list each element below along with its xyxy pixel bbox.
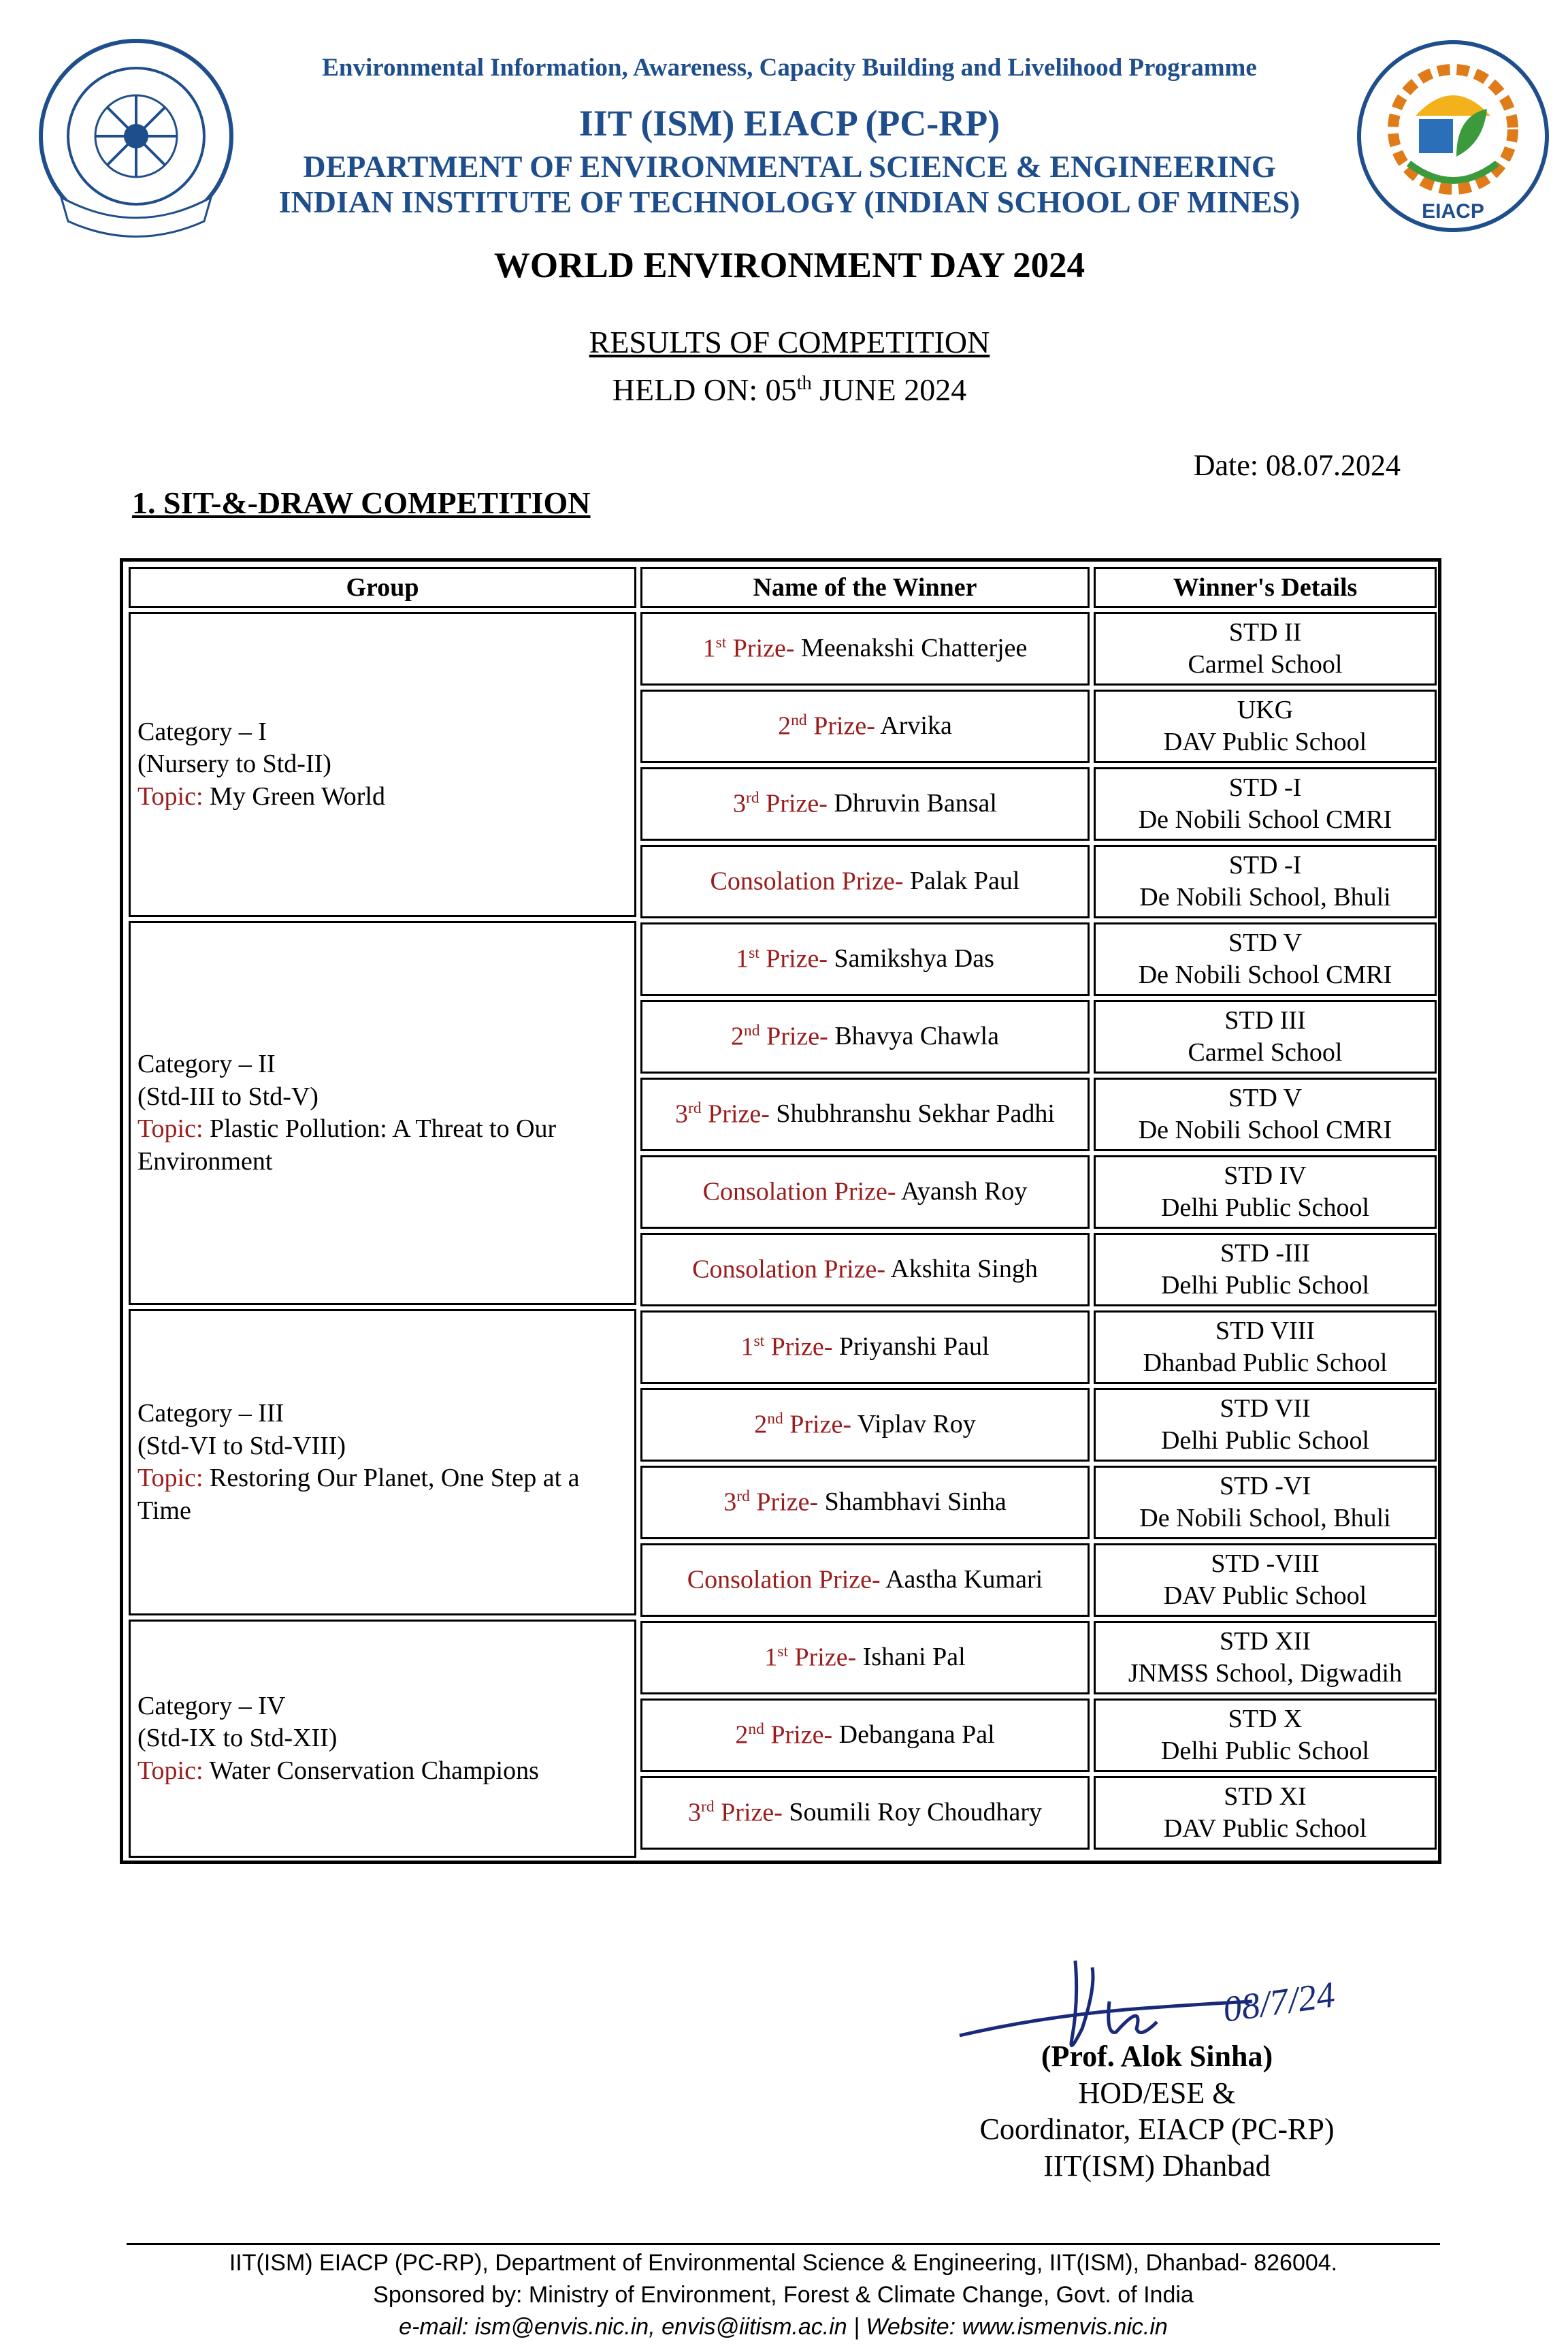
winner-name: Ishani Pal (856, 1643, 966, 1672)
footer-sponsor: Sponsored by: Ministry of Environment, Forest & Climate Change, Govt. of India (373, 2282, 1194, 2308)
winner-details-cell (1094, 1310, 1437, 1384)
prize-label: 2nd Prize- (735, 1720, 833, 1750)
winner-name: Palak Paul (903, 867, 1020, 896)
prize-label: 2nd Prize- (778, 711, 875, 741)
winner-school: Delhi Public School (1160, 1193, 1370, 1222)
winner-cell (640, 1776, 1090, 1850)
winner-name: Samikshya Das (828, 944, 994, 973)
winner-std: STD V (1228, 928, 1303, 957)
prize-label: 1st Prize- (764, 1642, 857, 1672)
winner-cell (640, 845, 1090, 918)
winner-cell (640, 690, 1090, 763)
winner-details-cell (1094, 1233, 1437, 1306)
institute-title: INDIAN INSTITUTE OF TECHNOLOGY (INDIAN SCHOOL OF MINES) (278, 184, 1301, 219)
header-group: Group (129, 567, 636, 608)
winner-school: DAV Public School (1163, 1581, 1367, 1610)
group-topic: Topic: Plastic Pollution: A Threat to Our Environment (137, 1114, 557, 1176)
group-category: Category – III (137, 1399, 284, 1428)
winner-std: STD III (1224, 1005, 1306, 1035)
prize-label: 1st Prize- (736, 944, 828, 973)
prize-label: 3rd Prize- (733, 788, 828, 818)
department-title: DEPARTMENT OF ENVIRONMENTAL SCIENCE & ENGINEERING (303, 149, 1276, 184)
eiacp-logo (1354, 34, 1552, 238)
winner-std: STD VII (1220, 1394, 1311, 1423)
group-cell (129, 1309, 636, 1615)
winner-std: STD -VIII (1211, 1549, 1320, 1578)
section-title: 1. SIT-&-DRAW COMPETITION (132, 485, 591, 520)
winner-std: STD XI (1224, 1782, 1307, 1811)
footer-address: IIT(ISM) EIACP (PC-RP), Department of Environmental Science & Engineering, IIT(ISM), Dhanbad- 826004. (229, 2250, 1338, 2276)
winner-std: STD V (1228, 1083, 1303, 1112)
group-range: (Nursery to Std-II) (137, 750, 331, 779)
winner-details-cell (1094, 1000, 1437, 1074)
footer-divider (127, 2243, 1440, 2245)
winner-details-cell (1094, 1388, 1437, 1462)
winner-cell (640, 1310, 1090, 1384)
prize-label: 1st Prize- (702, 633, 795, 663)
winner-cell (640, 1466, 1090, 1539)
winner-std: STD XII (1219, 1626, 1311, 1656)
header-winner: Name of the Winner (640, 567, 1090, 608)
winner-name: Arvika (875, 711, 952, 741)
winner-school: DAV Public School (1163, 1814, 1367, 1843)
results-table (120, 558, 1441, 1864)
winner-name: Shambhavi Sinha (818, 1487, 1007, 1517)
group-cell (129, 921, 636, 1305)
prize-label: Consolation Prize- (692, 1255, 886, 1284)
winner-details-cell (1094, 1078, 1437, 1151)
signatory-role: Coordinator, EIACP (PC-RP) (979, 2112, 1335, 2146)
winner-details-cell (1094, 1621, 1437, 1694)
signatory-institute: IIT(ISM) Dhanbad (1043, 2149, 1271, 2183)
winner-name: Priyanshi Paul (832, 1332, 990, 1362)
winner-school: De Nobili School, Bhuli (1139, 1504, 1391, 1532)
group-range: (Std-VI to Std-VIII) (137, 1431, 346, 1460)
prize-label: Consolation Prize- (702, 1177, 896, 1206)
document-date: Date: 08.07.2024 (1193, 449, 1401, 482)
held-on-line: HELD ON: 05th JUNE 2024 (612, 372, 967, 407)
winner-school: De Nobili School CMRI (1138, 805, 1392, 834)
group-category: Category – I (137, 717, 267, 746)
prize-label: 3rd Prize- (675, 1099, 770, 1129)
winner-name: Shubhranshu Sekhar Padhi (769, 1099, 1055, 1129)
winner-school: De Nobili School, Bhuli (1139, 883, 1391, 912)
winner-school: Carmel School (1188, 650, 1343, 679)
winner-school: Dhanbad Public School (1143, 1349, 1388, 1377)
winner-name: Debangana Pal (832, 1720, 995, 1750)
group-cell (129, 612, 636, 917)
winner-cell (640, 922, 1090, 996)
winner-name: Dhruvin Bansal (827, 789, 997, 818)
group-topic: Topic: My Green World (137, 782, 386, 811)
signatory-name: (Prof. Alok Sinha) (1041, 2040, 1273, 2073)
winner-details-cell (1094, 1543, 1437, 1617)
winner-cell (640, 1388, 1090, 1462)
winner-cell (640, 1699, 1090, 1772)
winner-name: Bhavya Chawla (828, 1022, 999, 1051)
winner-school: De Nobili School CMRI (1138, 1116, 1392, 1144)
winner-school: Carmel School (1188, 1038, 1343, 1067)
header-details: Winner's Details (1094, 567, 1437, 608)
winner-name: Viplav Roy (851, 1410, 976, 1439)
group-range: (Std-III to Std-V) (137, 1082, 318, 1111)
winner-cell (640, 1000, 1090, 1074)
group-category: Category – IV (137, 1691, 286, 1720)
winner-cell (640, 1621, 1090, 1694)
winner-std: STD X (1228, 1704, 1303, 1733)
signatory-designation: HOD/ESE & (1078, 2076, 1236, 2110)
winner-school: Delhi Public School (1160, 1426, 1370, 1455)
winner-details-cell (1094, 922, 1437, 996)
winner-cell (640, 1078, 1090, 1151)
group-range: (Std-IX to Std-XII) (137, 1724, 338, 1753)
winner-std: STD II (1228, 617, 1302, 647)
winner-details-cell (1094, 845, 1437, 918)
center-title: IIT (ISM) EIACP (PC-RP) (578, 103, 1000, 144)
winner-details-cell (1094, 1155, 1437, 1229)
winner-std: STD VIII (1215, 1316, 1315, 1345)
winner-std: STD -I (1228, 773, 1302, 802)
prize-label: Consolation Prize- (687, 1565, 881, 1594)
winner-school: Delhi Public School (1160, 1271, 1370, 1300)
prize-label: 1st Prize- (740, 1332, 833, 1362)
winner-details-cell (1094, 1776, 1437, 1850)
winner-details-cell (1094, 767, 1437, 841)
group-cell (129, 1620, 636, 1858)
prize-label: 3rd Prize- (688, 1797, 783, 1827)
group-topic: Topic: Restoring Our Planet, One Step at a Time (137, 1464, 580, 1525)
winner-name: Ayansh Roy (896, 1177, 1028, 1206)
winner-school: JNMSS School, Digwadih (1128, 1659, 1403, 1688)
prize-label: 2nd Prize- (754, 1409, 851, 1439)
winner-cell (640, 612, 1090, 686)
prize-label: Consolation Prize- (710, 867, 904, 896)
winner-cell (640, 1155, 1090, 1229)
group-topic: Topic: Water Conservation Champions (137, 1756, 539, 1785)
winner-std: STD -I (1228, 850, 1302, 880)
winner-cell (640, 767, 1090, 841)
winner-school: Delhi Public School (1160, 1737, 1370, 1765)
winner-school: DAV Public School (1163, 728, 1367, 756)
signatory-block (939, 2038, 1375, 2185)
footer-contact: e-mail: ism@envis.nic.in, envis@iitism.ac.in | Website: www.ismenvis.nic.in (399, 2314, 1168, 2340)
winner-school: De Nobili School CMRI (1138, 961, 1392, 989)
winner-details-cell (1094, 1466, 1437, 1539)
winner-name: Meenakshi Chatterjee (794, 634, 1028, 663)
page-title: WORLD ENVIRONMENT DAY 2024 (493, 246, 1085, 285)
winner-details-cell (1094, 690, 1437, 763)
signature-date: 08/7/24 (1220, 1974, 1338, 2030)
winner-name: Aastha Kumari (880, 1565, 1043, 1594)
winner-std: STD -VI (1219, 1471, 1311, 1500)
winner-cell (640, 1543, 1090, 1617)
programme-title: Environmental Information, Awareness, Capacity Building and Livelihood Programme (322, 54, 1257, 82)
prize-label: 2nd Prize- (731, 1021, 828, 1051)
eiacp-logo-text: EIACP (1422, 200, 1484, 223)
winner-details-cell (1094, 1699, 1437, 1772)
winner-details-cell (1094, 612, 1437, 686)
winner-std: STD -III (1220, 1238, 1310, 1268)
winner-name: Soumili Roy Choudhary (782, 1798, 1042, 1827)
winner-cell (640, 1233, 1090, 1306)
group-category: Category – II (137, 1050, 276, 1078)
results-subtitle: RESULTS OF COMPETITION (589, 325, 990, 359)
winner-name: Akshita Singh (885, 1255, 1038, 1284)
winner-std: UKG (1237, 695, 1294, 724)
winner-std: STD IV (1224, 1161, 1307, 1190)
prize-label: 3rd Prize- (723, 1487, 819, 1517)
